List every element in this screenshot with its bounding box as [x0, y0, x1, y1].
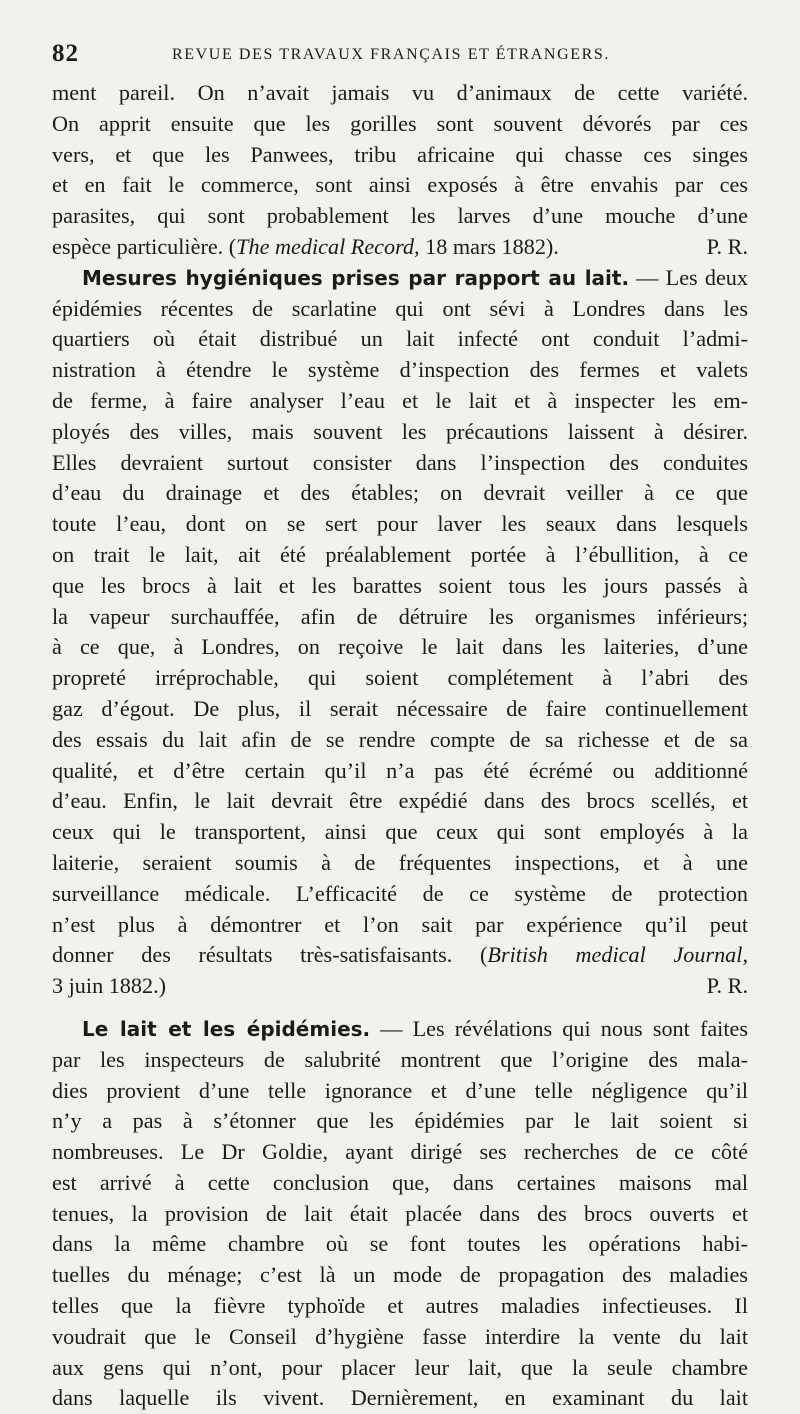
section-first-line	[52, 1014, 748, 1045]
citation-prefix: espèce particulière. (	[52, 233, 237, 259]
text-line: d’eau. Enfin, le lait devrait être expédié dans des brocs scellés, et	[52, 788, 748, 814]
text-line: nombreuses. Le Dr Goldie, ayant dirigé ses recherches de ce côté	[52, 1139, 748, 1165]
section-heading: Mesures hygiéniques prises par rapport au lait.	[82, 265, 630, 290]
text-line: On apprit ensuite que les gorilles sont souvent dévorés par ces	[52, 110, 748, 136]
text-line: et en fait le commerce, sont ainsi exposés à être envahis par ces	[52, 172, 748, 198]
text-line: de ferme, à faire analyser l’eau et le lait et à inspecter les em-	[52, 387, 748, 413]
running-head: REVUE DES TRAVAUX FRANÇAIS ET ÉTRANGERS.	[172, 46, 610, 63]
text-line: à ce que, à Londres, on reçoive le lait dans les laiteries, d’une	[52, 634, 748, 660]
citation-prefix: donner des résultats très-satisfaisants. (	[52, 942, 488, 968]
page-number: 82	[52, 40, 79, 67]
article-body	[52, 78, 748, 1414]
text-line: vers, et que les Panwees, tribu africaine qui chasse ces singes	[52, 141, 748, 167]
text-line: on trait le lait, ait été préalablement portée à l’ébullition, à ce	[52, 541, 748, 567]
text-line: tuelles du ménage; c’est là un mode de propagation des maladies	[52, 1262, 748, 1288]
text-line: dans laquelle ils vivent. Dernièrement, en examinant du lait	[52, 1385, 748, 1411]
text-line: ployés des villes, mais souvent les précautions laissent à désirer.	[52, 418, 748, 444]
text-line: propreté irréprochable, qui soient complétement à l’abri des	[52, 665, 748, 691]
text-line: quartiers où était distribué un lait infecté ont conduit l’admi-	[52, 326, 748, 352]
author-signature: P. R.	[706, 233, 748, 259]
section-heading: Le lait et les épidémies.	[82, 1016, 371, 1041]
text-line: des essais du lait afin de se rendre compte de sa richesse et de sa	[52, 726, 748, 752]
citation-source: The medical Record,	[236, 233, 420, 259]
text-line: toute l’eau, dont on se sert pour laver les seaux dans lesquels	[52, 511, 748, 537]
text-line: n’y a pas à s’étonner que les épidémies par le lait soient si	[52, 1108, 748, 1134]
text-line: tenues, la provision de lait était placée dans des brocs ouverts et	[52, 1200, 748, 1226]
text-line: dans la même chambre où se font toutes les opérations habi-	[52, 1231, 748, 1257]
paragraph-milk-epidemics	[52, 1014, 748, 1414]
text-line: laiterie, seraient soumis à de fréquentes inspections, et à une	[52, 849, 748, 875]
text-line: n’est plus à démontrer et l’on sait par expérience qu’il peut	[52, 911, 748, 937]
text-line: gaz d’égout. De plus, il serait nécessaire de faire continuellement	[52, 695, 748, 721]
text-line: épidémies récentes de scarlatine qui ont sévi à Londres dans les	[52, 295, 748, 321]
text-line: parasites, qui sont probablement les larves d’une mouche d’une	[52, 203, 748, 229]
citation-line	[52, 232, 748, 263]
text-line: aux gens qui n’ont, pour placer leur lait, que la seule chambre	[52, 1354, 748, 1380]
citation-line	[52, 940, 748, 971]
text-line: d’eau du drainage et des étables; on devrait veiller à ce que	[52, 480, 748, 506]
citation-date-line	[52, 971, 748, 1002]
section-lead-text: — Les révélations qui nous sont faites	[370, 1015, 748, 1041]
section-lead-text: — Les deux	[629, 264, 748, 290]
text-line: qualité, et d’être certain qu’il n’a pas été écrémé ou additionné	[52, 757, 748, 783]
text-line: voudrait que le Conseil d’hygiène fasse interdire la vente du lait	[52, 1323, 748, 1349]
text-line: telles que la fièvre typhoïde et autres maladies infectieuses. Il	[52, 1293, 748, 1319]
paragraph-milk-hygiene	[52, 263, 748, 1002]
text-line: est arrivé à cette conclusion que, dans certaines maisons mal	[52, 1169, 748, 1195]
citation-date: 3 juin 1882.)	[52, 973, 167, 999]
section-first-line	[52, 263, 748, 294]
text-line: dies provient d’une telle ignorance et d’une telle négligence qu’il	[52, 1077, 748, 1103]
page-header	[52, 40, 752, 70]
text-line: Elles devraient surtout consister dans l’inspection des conduites	[52, 449, 748, 475]
paragraph-gorillas	[52, 78, 748, 263]
text-line: que les brocs à lait et les barattes soient tous les jours passés à	[52, 572, 748, 598]
text-line: ceux qui le transportent, ainsi que ceux qui sont employés à la	[52, 819, 748, 845]
text-line: la vapeur surchauffée, afin de détruire les organismes inférieurs;	[52, 603, 748, 629]
citation-date: 18 mars 1882).	[419, 233, 559, 259]
text-line: ment pareil. On n’avait jamais vu d’animaux de cette variété.	[52, 80, 748, 105]
text-line: surveillance médicale. L’efficacité de ce système de protection	[52, 880, 748, 906]
author-signature: P. R.	[706, 973, 748, 999]
citation-source: British medical Journal,	[487, 942, 748, 968]
text-line: nistration à étendre le système d’inspection des fermes et valets	[52, 357, 748, 383]
text-line: par les inspecteurs de salubrité montrent que l’origine des mala-	[52, 1046, 748, 1072]
